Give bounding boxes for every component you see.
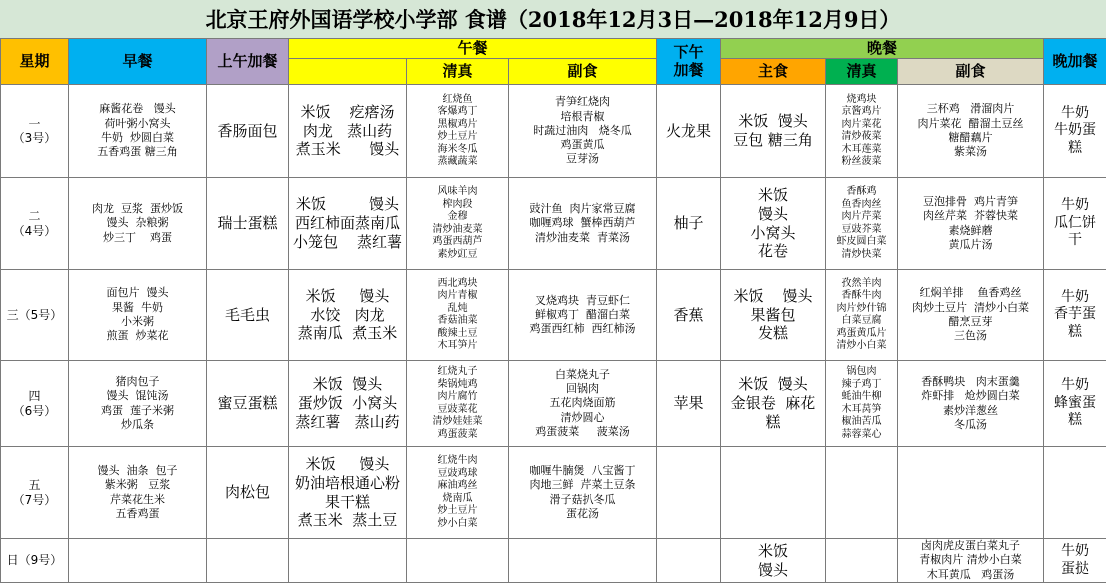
dinner-side-cell — [898, 361, 1044, 447]
menu-item: 孜然羊肉 — [841, 277, 882, 289]
menu-row — [1, 447, 1106, 539]
header-afternoon-snack: 下午 加餐 — [657, 39, 721, 85]
day-cell — [1, 85, 69, 178]
menu-item: 炒土豆片 — [437, 131, 478, 142]
menu-item: 糕 — [1068, 412, 1082, 429]
menu-item: （6号） — [12, 403, 57, 418]
day-cell — [1, 539, 69, 583]
menu-item: 时蔬过油肉 烧冬瓜 — [533, 123, 632, 137]
menu-item: 奶油培根通心粉 — [294, 473, 400, 492]
menu-item: 鸡蛋西葫芦 — [432, 236, 483, 247]
dinner-staple-cell — [721, 85, 826, 178]
day-cell — [1, 178, 69, 270]
menu-item: 海米冬瓜 — [437, 143, 478, 155]
menu-item: 小米粥 — [121, 315, 154, 328]
late-snack-cell — [1044, 447, 1106, 539]
menu-item: 鸡蛋 莲子米粥 — [101, 403, 174, 417]
dinner-staple-cell — [721, 539, 826, 583]
menu-item: 蚝油牛柳 — [841, 391, 882, 402]
morning-snack-cell: 毛毛虫 — [207, 270, 289, 361]
breakfast-cell — [69, 178, 207, 270]
menu-item: 柴锅炖鸡 — [437, 378, 478, 390]
dinner-staple-cell — [721, 447, 826, 539]
menu-item: 一 — [28, 116, 41, 131]
menu-item: 米饭 馒头 — [305, 455, 390, 473]
menu-item: 鸡蛋菠菜 — [437, 428, 478, 440]
lunch-side-cell — [509, 85, 657, 178]
afternoon-snack-cell: 火龙果 — [657, 85, 721, 178]
lunch-side-cell — [509, 447, 657, 539]
menu-item: 青笋红烧肉 — [555, 95, 610, 109]
menu-item: 水饺 肉龙 — [310, 305, 385, 324]
menu-item: 米饭 疙瘩汤 — [300, 102, 395, 121]
morning-snack-cell: 蜜豆蛋糕 — [207, 361, 289, 447]
menu-item: 糖醋藕片 — [948, 131, 993, 144]
lunch-side-cell — [509, 270, 657, 361]
menu-item: 培根青椒 — [560, 109, 605, 123]
header-lunch-side: 副食 — [509, 59, 657, 85]
menu-item: 醋烹豆芽 — [948, 315, 993, 328]
lunch-side-cell — [509, 539, 657, 583]
menu-item: 米饭 馒头 — [738, 375, 808, 394]
menu-item: 清炒油麦菜 青菜汤 — [535, 230, 630, 244]
menu-item: 客爆鸡丁 — [437, 106, 478, 117]
menu-item: 肉龙 豆浆 蛋炒饭 — [92, 202, 183, 216]
menu-item: 木耳黄瓜 鸡蛋汤 — [926, 567, 1015, 581]
menu-table — [0, 38, 1106, 583]
menu-item: 榨肉段 — [442, 198, 473, 210]
menu-item: 日（9号） — [6, 553, 63, 568]
header-lunch-halal: 清真 — [407, 59, 509, 85]
menu-item: 鸡蛋西红柿 西红柿汤 — [529, 322, 636, 336]
menu-item: 猪肉包子 — [115, 374, 160, 388]
menu-item: 肉片菜花 醋溜土豆丝 — [917, 116, 1024, 130]
menu-item: 红烧鱼 — [442, 93, 473, 105]
menu-item: 烧鸡块 — [846, 93, 877, 105]
menu-item: 麻酱花卷 馒头 — [99, 102, 176, 116]
menu-item: 冬瓜汤 — [954, 417, 987, 431]
header-morning-snack: 上午加餐 — [207, 39, 289, 85]
late-snack-cell — [1044, 270, 1106, 361]
menu-item: 豆包 糖三角 — [733, 131, 813, 149]
menu-item: 米饭 馒头 — [312, 375, 383, 394]
menu-item: 花卷 — [757, 242, 788, 261]
menu-item: 三（5号） — [6, 307, 63, 322]
menu-item: 豆豉芥菜 — [841, 223, 882, 235]
menu-item: 蒸南瓜 煮玉米 — [297, 324, 398, 343]
lunch-side-cell — [509, 361, 657, 447]
day-cell — [1, 447, 69, 539]
lunch-halal-cell — [407, 539, 509, 583]
menu-item: 豆泡排骨 鸡片青笋 — [923, 194, 1018, 208]
day-cell — [1, 270, 69, 361]
menu-item: 糕 — [765, 412, 781, 431]
menu-item: 炸虾排 炝炒圆白菜 — [921, 389, 1020, 403]
menu-item: 果干糕 — [324, 492, 370, 511]
dinner-halal-cell — [826, 447, 898, 539]
dinner-halal-cell — [826, 85, 898, 178]
menu-item: 木耳莴笋 — [841, 403, 882, 415]
menu-row — [1, 85, 1106, 178]
menu-item: 木耳莲菜 — [841, 143, 882, 155]
menu-item: 荷叶粥小窝头 — [104, 116, 171, 130]
menu-item: 黄瓜片汤 — [948, 237, 993, 251]
menu-item: 紫米粥 豆浆 — [104, 478, 171, 492]
menu-item: 肉龙 蒸山药 — [302, 121, 393, 140]
menu-item: 三杯鸡 滑溜肉片 — [926, 102, 1015, 116]
menu-item: 黑椒鸡片 — [437, 118, 478, 130]
breakfast-cell — [69, 361, 207, 447]
menu-item: 香菇油菜 — [437, 315, 478, 326]
menu-item: 红焖羊排 鱼香鸡丝 — [919, 286, 1022, 300]
menu-item: 蛋炒饭 小窝头 — [297, 394, 398, 413]
menu-item: 白菜豆腐 — [841, 315, 882, 326]
late-snack-cell — [1044, 361, 1106, 447]
menu-item: 馒头 馄饨汤 — [106, 389, 169, 403]
late-snack-cell — [1044, 178, 1106, 270]
breakfast-cell — [69, 539, 207, 583]
menu-item: 鲜椒鸡丁 醋溜白菜 — [535, 307, 630, 321]
menu-item: 粉丝菠菜 — [841, 156, 882, 167]
menu-item: 咖喱鸡球 蟹棒西葫芦 — [529, 216, 636, 230]
menu-item: 五香鸡蛋 糖三角 — [97, 145, 178, 159]
menu-item: 锅包肉 — [846, 366, 877, 377]
header-breakfast: 早餐 — [69, 39, 207, 85]
dinner-halal-cell — [826, 361, 898, 447]
menu-item: 香酥牛肉 — [841, 290, 882, 301]
lunch-main-cell — [289, 447, 407, 539]
menu-item: 清炒莜菜 — [841, 131, 882, 142]
menu-item: 米饭 — [757, 186, 788, 204]
late-snack-cell — [1044, 539, 1106, 583]
menu-item: 蛋花汤 — [566, 506, 599, 520]
menu-item: 金银卷 麻花 — [730, 394, 816, 413]
menu-row — [1, 178, 1106, 270]
dinner-staple-cell — [721, 361, 826, 447]
menu-item: 蒸红薯 蒸山药 — [295, 412, 400, 431]
dinner-side-cell — [898, 85, 1044, 178]
menu-item: 二 — [28, 209, 41, 224]
menu-item: 牛奶 — [1061, 288, 1089, 305]
menu-item: 香酥鸡 — [846, 186, 877, 197]
menu-item: 椒油苦瓜 — [841, 416, 882, 427]
menu-item: 香酥鸭块 肉末蛋羹 — [921, 374, 1020, 388]
menu-item: 牛奶 — [1061, 543, 1089, 559]
page-title: 北京王府外国语学校小学部 食谱（2018年12月3日—2018年12月9日） — [0, 0, 1106, 39]
header-dinner-staple: 主食 — [721, 59, 826, 85]
morning-snack-cell: 肉松包 — [207, 447, 289, 539]
menu-item: 西红柿面蒸南瓜 — [294, 214, 400, 233]
menu-item: 煎蛋 炒菜花 — [106, 329, 169, 343]
morning-snack-cell — [207, 539, 289, 583]
menu-item: 鸡蛋菠菜 菠菜汤 — [535, 424, 630, 438]
menu-item: 豆芽汤 — [566, 152, 599, 166]
menu-item: 糕 — [1068, 139, 1082, 156]
menu-item: （7号） — [12, 492, 57, 507]
lunch-side-cell — [509, 178, 657, 270]
menu-item: 豆豉菜花 — [437, 403, 478, 415]
menu-item: 馒头 — [757, 560, 788, 579]
menu-item: 蒜蓉菜心 — [841, 428, 882, 440]
menu-item: 风味羊肉 — [437, 186, 478, 197]
menu-item: 炒瓜条 — [121, 417, 154, 431]
menu-item: 煮玉米 蒸土豆 — [297, 511, 398, 530]
menu-item: 鸡蛋黄瓜 — [560, 138, 605, 152]
menu-row — [1, 539, 1106, 583]
menu-item: 鱼香肉丝 — [841, 198, 882, 210]
afternoon-snack-cell: 柚子 — [657, 178, 721, 270]
breakfast-cell — [69, 270, 207, 361]
header-dinner-halal: 清真 — [826, 59, 898, 85]
menu-item: 麻油鸡丝 — [437, 480, 478, 491]
menu-item: 素炒豇豆 — [437, 248, 478, 260]
menu-item: 紫菜汤 — [954, 145, 987, 159]
breakfast-cell — [69, 85, 207, 178]
menu-item: 素炒洋葱丝 — [943, 403, 998, 417]
header-dinner-side: 副食 — [898, 59, 1044, 85]
menu-item: 卤肉虎皮蛋白菜丸子 — [921, 539, 1020, 553]
afternoon-snack-cell — [657, 447, 721, 539]
menu-item: 果酱包 — [750, 305, 796, 324]
menu-item: 蜂蜜蛋 — [1054, 394, 1096, 411]
lunch-halal-cell — [407, 85, 509, 178]
header-lunch: 午餐 — [289, 39, 657, 59]
afternoon-snack-cell: 香蕉 — [657, 270, 721, 361]
afternoon-snack-cell: 苹果 — [657, 361, 721, 447]
menu-item: 白菜烧丸子 — [555, 367, 610, 381]
menu-item: 肉片炒什锦 — [836, 302, 887, 314]
dinner-staple-cell — [721, 178, 826, 270]
dinner-halal-cell — [826, 270, 898, 361]
menu-row — [1, 270, 1106, 361]
menu-item: 牛奶 — [1061, 197, 1089, 214]
menu-item: 青椒肉片 清炒小白菜 — [919, 553, 1022, 567]
menu-item: 芹菜花生米 — [110, 492, 165, 506]
menu-item: 咖喱牛腩煲 八宝酱丁 — [529, 463, 636, 477]
menu-item: 木耳笋片 — [437, 340, 478, 351]
header-day: 星期 — [1, 39, 69, 85]
afternoon-snack-cell — [657, 539, 721, 583]
menu-item: 五花肉烧面筋 — [549, 396, 616, 410]
menu-item: 肉地三鲜 芹菜土豆条 — [529, 478, 636, 492]
menu-item: 糕 — [1068, 323, 1082, 340]
menu-item: 京酱鸡片 — [841, 106, 882, 117]
dinner-side-cell — [898, 270, 1044, 361]
menu-item: 清炒油麦菜 — [432, 223, 483, 235]
menu-item: 清炒小白菜 — [836, 340, 887, 351]
menu-item: （4号） — [12, 223, 57, 238]
menu-item: 牛奶蛋 — [1054, 122, 1096, 139]
menu-item: 馒头 — [757, 204, 788, 223]
menu-item: 发糕 — [757, 324, 788, 343]
menu-item: 五 — [28, 478, 41, 493]
menu-item: 西北鸡块 — [437, 277, 478, 289]
menu-item: 肉片青椒 — [437, 290, 478, 301]
lunch-main-cell — [289, 539, 407, 583]
lunch-main-cell — [289, 178, 407, 270]
dinner-side-cell — [898, 178, 1044, 270]
day-cell — [1, 361, 69, 447]
menu-item: 面包片 馒头 — [106, 286, 169, 300]
menu-item: 豆豉鸡球 — [437, 467, 478, 479]
morning-snack-cell: 香肠面包 — [207, 85, 289, 178]
menu-item: 干 — [1068, 232, 1082, 249]
menu-item: 米饭 馒头 — [305, 286, 390, 305]
menu-item: 肉丝芹菜 芥蓉快菜 — [923, 209, 1018, 223]
menu-item: 回锅肉 — [566, 382, 599, 396]
menu-item: 虾皮圆白菜 — [836, 236, 887, 247]
menu-item: 烧南瓜 — [442, 492, 473, 504]
lunch-halal-cell — [407, 270, 509, 361]
menu-item: 清炒圆心 — [560, 410, 605, 424]
menu-item: 叉烧鸡块 青豆虾仁 — [535, 293, 630, 307]
menu-item: 乱炖 — [447, 302, 468, 314]
dinner-halal-cell — [826, 178, 898, 270]
dinner-side-cell — [898, 447, 1044, 539]
menu-item: 牛奶 — [1061, 377, 1089, 394]
menu-item: 肉片腐竹 — [437, 391, 478, 402]
menu-item: 炒土豆片 — [437, 505, 478, 516]
menu-item: 米饭 — [757, 541, 788, 560]
menu-item: 香芋蛋 — [1054, 306, 1096, 323]
menu-item: 素烧鲜蘑 — [948, 223, 993, 237]
menu-item: （3号） — [12, 131, 57, 145]
lunch-halal-cell — [407, 178, 509, 270]
menu-item: 小笼包 蒸红薯 — [292, 232, 403, 251]
menu-item: 鸡蛋黄瓜片 — [836, 327, 887, 339]
menu-item: 米饭 馒头 — [296, 195, 399, 214]
header-lunch-main — [289, 59, 407, 85]
menu-item: 瓜仁饼 — [1054, 214, 1096, 231]
morning-snack-cell: 瑞士蛋糕 — [207, 178, 289, 270]
menu-item: 四 — [28, 389, 41, 404]
header-dinner: 晚餐 — [721, 39, 1044, 59]
dinner-staple-cell — [721, 270, 826, 361]
breakfast-cell — [69, 447, 207, 539]
menu-item: 肉片菜花 — [841, 118, 882, 130]
dinner-side-cell — [898, 539, 1044, 583]
lunch-main-cell — [289, 85, 407, 178]
menu-item: 炒三丁 鸡蛋 — [103, 230, 172, 244]
lunch-main-cell — [289, 361, 407, 447]
menu-item: 三色汤 — [954, 329, 987, 343]
late-snack-cell — [1044, 85, 1106, 178]
menu-item: 小窝头 — [750, 223, 796, 242]
menu-item: 清炒娃娃菜 — [432, 416, 483, 427]
menu-item: 馒头 杂粮粥 — [106, 216, 169, 230]
menu-item: 红烧丸子 — [437, 366, 478, 377]
lunch-main-cell — [289, 270, 407, 361]
menu-item: 馒头 油条 包子 — [97, 463, 178, 477]
header-late-snack: 晚加餐 — [1044, 39, 1106, 85]
menu-item: 红烧牛肉 — [437, 455, 478, 466]
menu-item: 五香鸡蛋 — [115, 506, 160, 520]
menu-item: 豉汁鱼 肉片家常豆腐 — [529, 202, 636, 216]
menu-item: 煮玉米 馒头 — [295, 140, 400, 159]
menu-item: 炒小白菜 — [437, 517, 478, 529]
menu-item: 牛奶 炒圆白菜 — [101, 131, 174, 144]
lunch-halal-cell — [407, 447, 509, 539]
menu-item: 金穆 — [447, 211, 468, 222]
lunch-halal-cell — [407, 361, 509, 447]
menu-item: 肉炒土豆片 清炒小白菜 — [912, 300, 1029, 314]
menu-item: 滑子菇扒冬瓜 — [549, 492, 616, 506]
menu-item: 肉片芹菜 — [841, 211, 882, 222]
menu-item: 果酱 牛奶 — [112, 300, 163, 314]
dinner-halal-cell — [826, 539, 898, 583]
menu-item: 蒸藏蔬菜 — [437, 156, 478, 167]
menu-row — [1, 361, 1106, 447]
menu-item: 蛋挞 — [1061, 560, 1089, 577]
menu-item: 牛奶 — [1061, 104, 1089, 121]
menu-item: 米饭 馒头 — [738, 112, 808, 131]
menu-item: 米饭 馒头 — [733, 286, 813, 305]
menu-item: 酸辣土豆 — [437, 327, 478, 339]
menu-item: 辣子鸡丁 — [841, 378, 882, 390]
menu-item: 清炒快菜 — [841, 248, 882, 260]
